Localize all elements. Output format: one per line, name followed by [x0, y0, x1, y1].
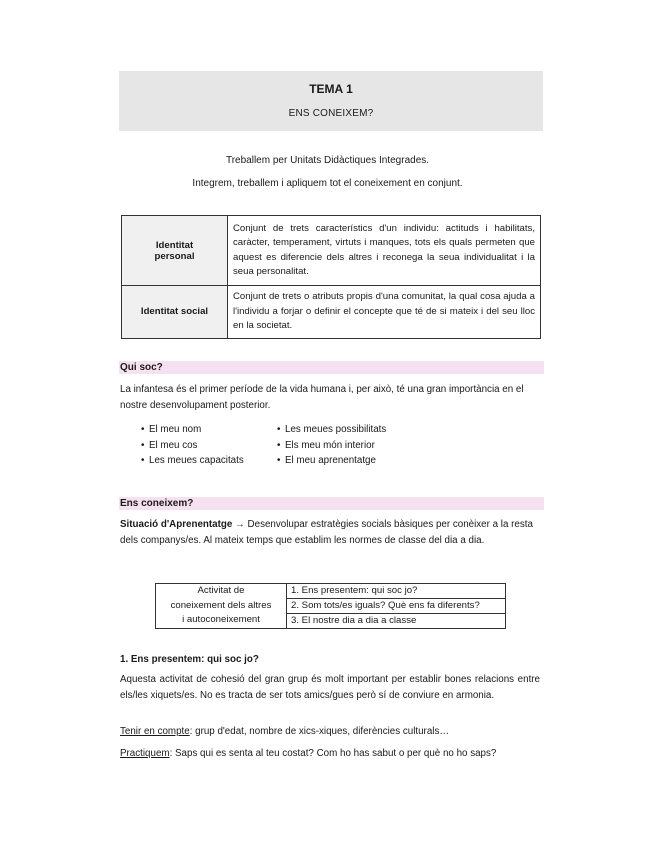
list-item-label: Les meues capacitats: [149, 455, 244, 467]
identity-personal-label-line1: Identitat: [155, 239, 194, 251]
list-item: [141, 422, 244, 438]
identity-table: [121, 215, 541, 339]
bullet-icon: •: [277, 455, 281, 467]
activity-item-3: 3. El nostre dia a dia a classe: [287, 614, 506, 629]
subsection-heading-1: 1. Ens presentem: qui soc jo?: [120, 654, 259, 665]
table-row: [156, 584, 506, 599]
list-item-label: El meu nom: [149, 424, 202, 435]
practiquem-line: [120, 746, 540, 762]
activity-label-line2: coneixement dels altres: [170, 599, 272, 611]
list-item-label: El meu aprenentatge: [285, 455, 376, 467]
bullet-list-left: [141, 422, 244, 469]
situation-label: Situació d'Aprenentatge: [120, 519, 233, 530]
bullet-icon: •: [277, 424, 281, 435]
activity-item-2: 2. Som tots/es iguals? Què ens fa diferents?: [287, 599, 506, 614]
activity-table: [155, 583, 506, 629]
list-item: [141, 438, 244, 454]
identity-personal-description: Conjunt de trets característics d'un individu: actituds i habilitats, caràcter, temperament, virtuts i manques, tots els quals permeten que aquest es diferencie dels altres i reconega la seua individualitat i la seua personalitat.: [228, 216, 541, 286]
situation-paragraph: [120, 517, 540, 548]
bullet-icon: •: [141, 455, 145, 467]
tenir-en-compte-label: Tenir en compte: [120, 726, 190, 737]
practiquem-text: : Saps qui es senta al teu costat? Com ho has sabut o per què no ho saps?: [169, 748, 497, 759]
table-row: [122, 216, 541, 286]
intro-line-1: Treballem per Unitats Didàctiques Integrades.: [225, 155, 430, 166]
situation-text: Desenvolupar estratègies socials bàsiques per conèixer a la resta dels companys/es. Al mateix temps que establim les normes de classe del dia a dia.: [120, 519, 533, 546]
section-heading-ens-coneixem: Ens coneixem?: [119, 497, 544, 510]
bullet-icon: •: [141, 424, 145, 435]
tenir-en-compte-text: : grup d'edat, nombre de xics-xiques, diferències culturals…: [189, 726, 450, 737]
list-item: [277, 438, 386, 454]
title-box: [119, 71, 543, 131]
page-title: TEMA 1: [309, 82, 353, 96]
intro-line-2: Integrem, treballem i apliquem tot el coneixement en conjunt.: [192, 178, 463, 189]
identity-personal-label-line2: personal: [154, 250, 195, 262]
qui-soc-paragraph: La infantesa és el primer període de la vida humana i, per això, té una gran importància en el nostre desenvolupament posterior.: [120, 384, 524, 411]
list-item: [277, 453, 386, 469]
practiquem-label: Practiquem: [120, 748, 170, 759]
list-item-label: El meu cos: [149, 439, 198, 451]
bullet-icon: •: [141, 439, 145, 451]
activity-item-1: 1. Ens presentem: qui soc jo?: [287, 584, 506, 599]
page-subtitle: ENS CONEIXEM?: [288, 108, 374, 119]
activity-label-line3: i autoconeixement: [182, 614, 260, 626]
arrow-icon: →: [235, 519, 245, 530]
activity-label-line1: Activitat de: [197, 585, 245, 597]
list-item-label: Els meu món interior: [285, 439, 375, 451]
list-item-label: Les meues possibilitats: [285, 424, 387, 435]
subsection-1-paragraph: Aquesta activitat de cohesió del gran grup és molt important per establir bones relacions entre els/les xiquets/es. No es tracta de ser tots amics/gues però sí de conviure en armonia.: [120, 674, 540, 701]
tenir-en-compte-line: [120, 724, 540, 740]
section-heading-qui-soc: Qui soc?: [119, 361, 544, 374]
list-item: [141, 453, 244, 469]
identity-personal-label: [122, 216, 228, 286]
table-row: [122, 286, 541, 339]
bullet-icon: •: [277, 439, 281, 451]
identity-social-label: Identitat social: [122, 286, 228, 339]
identity-social-description: Conjunt de trets o atributs propis d'una comunitat, la qual cosa ajuda a l'individu a forjar o definir el concepte que té de si mateix i del seu lloc en la societat.: [228, 286, 541, 339]
activity-label-cell: [156, 584, 287, 629]
bullet-list-right: [277, 422, 386, 469]
list-item: [277, 422, 386, 438]
